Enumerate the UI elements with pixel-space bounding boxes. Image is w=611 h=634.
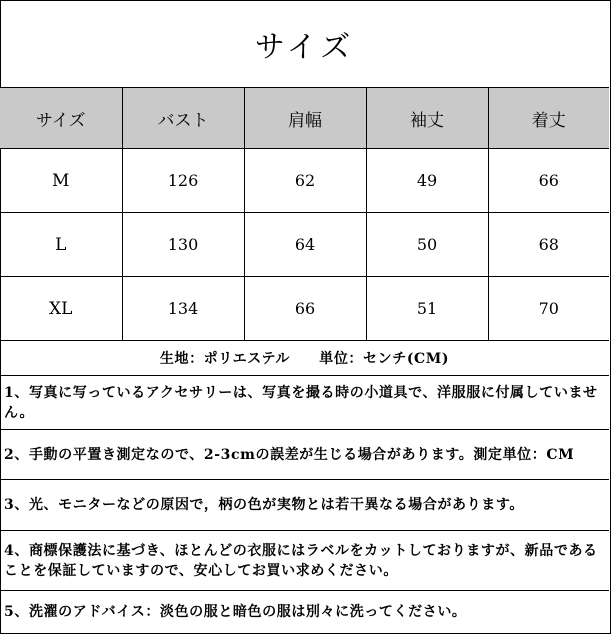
cell-shoulder: 66 (244, 277, 366, 341)
table-row (0, 277, 609, 341)
cell-size: M (0, 149, 122, 213)
cell-length: 70 (488, 277, 609, 341)
note-color: 3、光、モニターなどの原因で，柄の色が実物とは若干異なる場合があります。 (0, 480, 609, 531)
header-sleeve: 袖丈 (366, 88, 488, 149)
cell-size: L (0, 213, 122, 277)
cell-length: 66 (488, 149, 609, 213)
cell-bust: 126 (122, 149, 244, 213)
cell-length: 68 (488, 213, 609, 277)
header-length: 着丈 (488, 88, 609, 149)
table-header-row (0, 88, 609, 149)
cell-sleeve: 50 (366, 213, 488, 277)
cell-sleeve: 51 (366, 277, 488, 341)
note-accessories: 1、写真に写っているアクセサリーは、写真を撮る時の小道具で、洋服服に付属していません。 (0, 376, 609, 430)
cell-shoulder: 62 (244, 149, 366, 213)
header-size: サイズ (0, 88, 122, 149)
cell-bust: 130 (122, 213, 244, 277)
cell-shoulder: 64 (244, 213, 366, 277)
header-shoulder: 肩幅 (244, 88, 366, 149)
size-table (0, 88, 609, 341)
material-unit-line: 生地：ポリエステル 単位：センチ(CM) (0, 342, 609, 376)
note-label: 4、商標保護法に基づき、ほとんどの衣服にはラベルをカットしておりますが、新品であることを保証していますので、安心してお買い求めください。 (0, 531, 609, 591)
cell-sleeve: 49 (366, 149, 488, 213)
note-measurement: 2、手動の平置き測定なので、2-3cmの誤差が生じる場合があります。測定単位：CM (0, 430, 609, 480)
cell-size: XL (0, 277, 122, 341)
header-bust: バスト (122, 88, 244, 149)
page-title: サイズ (0, 0, 609, 88)
table-row (0, 149, 609, 213)
note-washing: 5、洗濯のアドバイス：淡色の服と暗色の服は別々に洗ってください。 (4, 604, 467, 620)
table-row (0, 213, 609, 277)
cell-bust: 134 (122, 277, 244, 341)
notes-section (0, 342, 609, 633)
